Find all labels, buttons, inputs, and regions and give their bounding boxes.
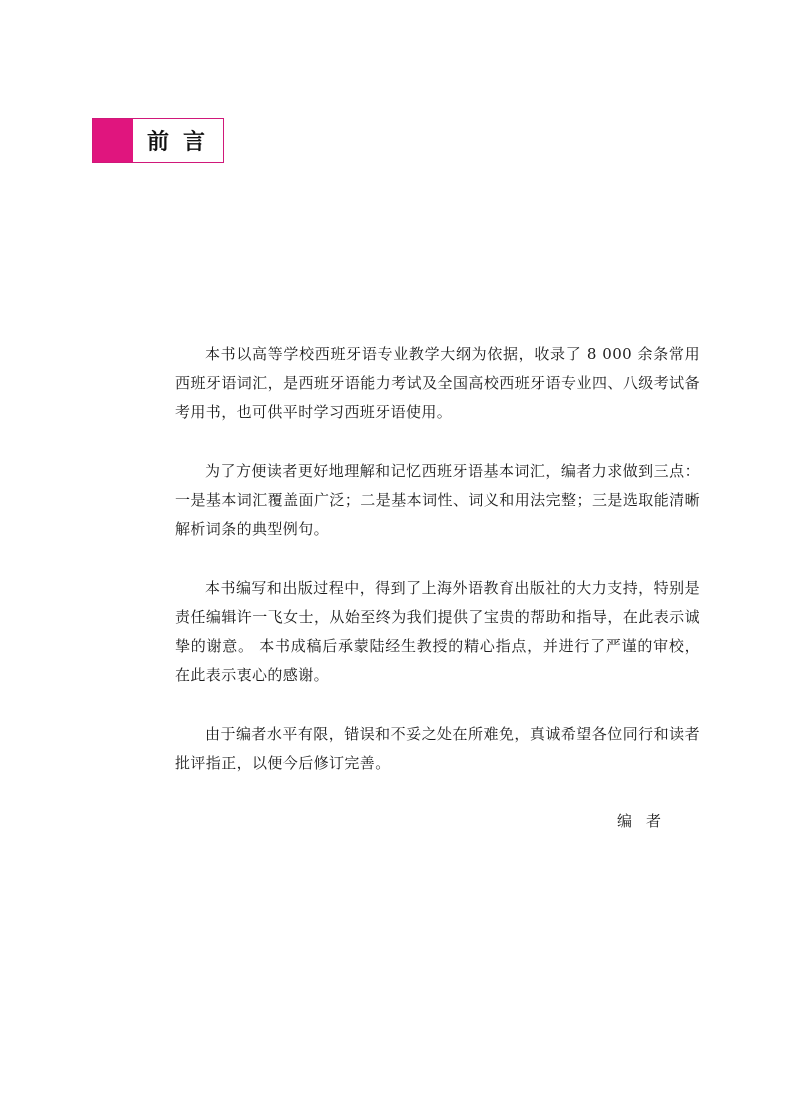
title-accent-block (93, 119, 133, 162)
preface-paragraph-3: 本书编写和出版过程中，得到了上海外语教育出版社的大力支持，特别是责任编辑许一飞女士，从始至终为我们提供了宝贵的帮助和指导，在此表示诚挚的谢意。 本书成稿后承蒙陆经生教授的精心指点，并进行了严谨的审校，在此表示衷心的感谢。 (175, 579, 700, 684)
preface-signature: 编者 (617, 812, 676, 830)
preface-paragraph-1: 本书以高等学校西班牙语专业教学大纲为依据，收录了 8 000 余条常用西班牙语词汇，是西班牙语能力考试及全国高校西班牙语专业四、八级考试备考用书，也可供平时学习西班牙语使用。 (175, 345, 700, 421)
preface-body (175, 340, 700, 808)
preface-paragraph-4: 由于编者水平有限，错误和不妥之处在所难免，真诚希望各位同行和读者批评指正，以便今后修订完善。 (175, 725, 700, 772)
page-title: 前言 (146, 130, 219, 155)
page-title-box (92, 118, 224, 163)
preface-paragraph-2: 为了方便读者更好地理解和记忆西班牙语基本词汇，编者力求做到三点：一是基本词汇覆盖面广泛；二是基本词性、词义和用法完整；三是选取能清晰解析词条的典型例句。 (175, 462, 700, 538)
